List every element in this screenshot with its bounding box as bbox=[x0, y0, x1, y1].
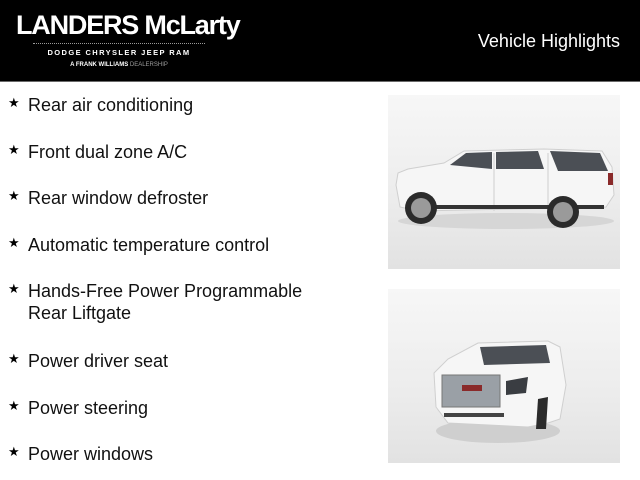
feature-label: Rear window defroster bbox=[28, 188, 209, 209]
star-icon: ★ bbox=[8, 235, 20, 251]
logo-tagline-light: DEALERSHIP bbox=[129, 62, 168, 68]
star-icon: ★ bbox=[8, 96, 20, 111]
suv-front-icon bbox=[388, 289, 620, 463]
feature-label: Power windows bbox=[28, 444, 154, 465]
logo-name: LANDERS McLarty bbox=[16, 10, 240, 40]
feature-item bbox=[8, 234, 368, 281]
feature-item bbox=[8, 350, 368, 397]
feature-item bbox=[8, 94, 368, 141]
vehicle-photo-side[interactable] bbox=[388, 95, 620, 269]
star-icon: ★ bbox=[8, 282, 20, 298]
feature-label: Hands-Free Power Programmable Rear Liftgate bbox=[28, 281, 303, 324]
feature-label: Front dual zone A/C bbox=[28, 141, 188, 162]
header-bar bbox=[0, 0, 640, 82]
feature-label: Power driver seat bbox=[28, 351, 169, 372]
star-icon: ★ bbox=[8, 398, 20, 414]
star-icon: ★ bbox=[8, 142, 20, 158]
logo-divider bbox=[33, 43, 205, 44]
dealer-logo[interactable] bbox=[16, 10, 240, 74]
feature-label: Rear air conditioning bbox=[28, 95, 194, 115]
feature-list bbox=[8, 94, 368, 480]
feature-item bbox=[8, 141, 368, 188]
feature-label: Power steering bbox=[28, 397, 149, 418]
page-title: Vehicle Highlights bbox=[477, 31, 620, 51]
feature-item bbox=[8, 280, 328, 350]
feature-item bbox=[8, 443, 368, 480]
star-icon: ★ bbox=[8, 189, 20, 205]
suv-side-icon bbox=[388, 95, 620, 269]
logo-tagline bbox=[16, 62, 222, 69]
vehicle-photo-front[interactable] bbox=[388, 289, 620, 463]
logo-tagline-bold: A FRANK WILLIAMS bbox=[70, 62, 129, 68]
star-icon: ★ bbox=[8, 352, 20, 368]
feature-item bbox=[8, 187, 368, 234]
logo-brands: DODGE CHRYSLER JEEP RAM bbox=[47, 48, 191, 57]
star-icon: ★ bbox=[8, 445, 20, 461]
feature-label: Automatic temperature control bbox=[28, 234, 270, 255]
feature-item bbox=[8, 397, 368, 444]
